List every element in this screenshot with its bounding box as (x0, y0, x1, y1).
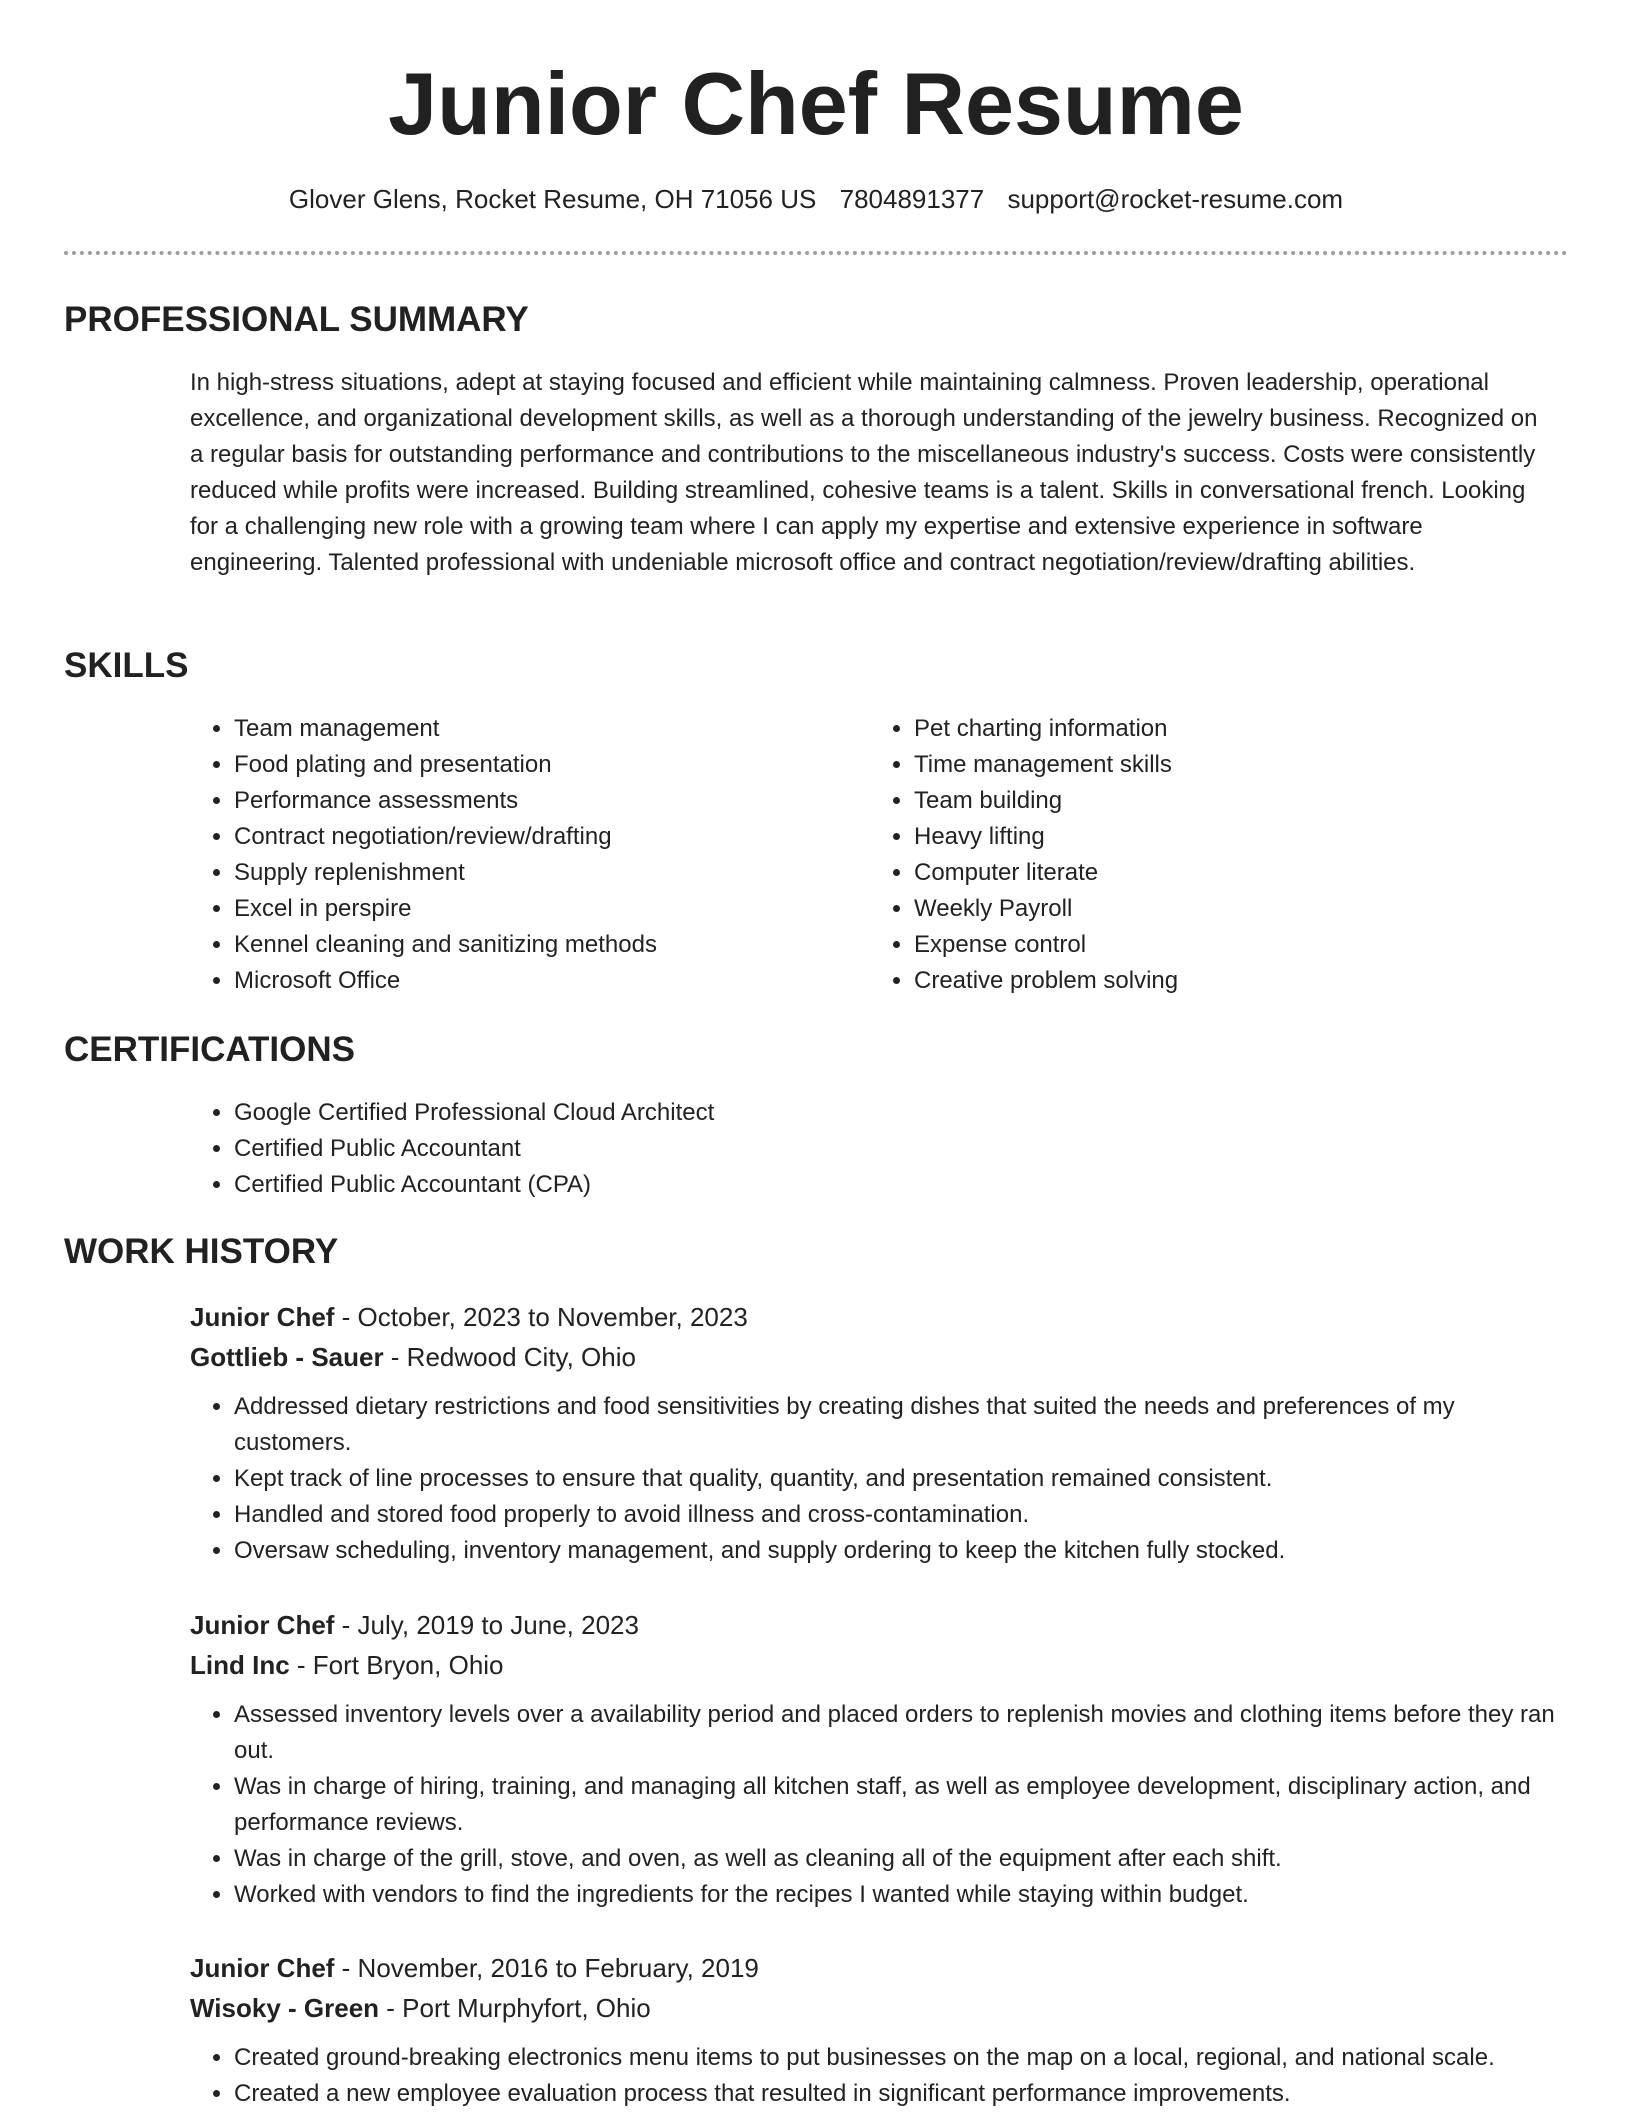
skills-list-right (870, 711, 1510, 999)
contact-phone: 7804891377 (839, 184, 985, 214)
job-bullets (190, 2040, 1570, 2112)
job-bullets (190, 1389, 1570, 1569)
contact-email: support@rocket-resume.com (1007, 184, 1344, 214)
section-title-skills: SKILLS (64, 646, 189, 685)
skill-item: • Supply replenishment (234, 855, 830, 891)
job-bullet: • Handled and stored food properly to avoid illness and cross-contamination. (234, 1497, 1570, 1533)
job-entry (190, 1605, 1570, 1913)
job-company-line (190, 1645, 1570, 1685)
skill-item: • Creative problem solving (914, 963, 1510, 999)
skills-column-right (870, 711, 1510, 999)
job-entry (190, 1297, 1570, 1569)
skills-list-left (190, 711, 830, 999)
contact-address: Glover Glens, Rocket Resume, OH 71056 US (288, 184, 817, 214)
certification-item: • Google Certified Professional Cloud Architect (234, 1095, 714, 1131)
job-dates: - July, 2019 to June, 2023 (334, 1610, 639, 1640)
skill-item: • Team building (914, 783, 1510, 819)
skill-item: • Microsoft Office (234, 963, 830, 999)
job-role: Junior Chef (190, 1953, 335, 1983)
skill-item: • Excel in perspire (234, 891, 830, 927)
job-role-line (190, 1948, 1570, 1988)
job-dates: - October, 2023 to November, 2023 (334, 1302, 748, 1332)
skill-item: • Team management (234, 711, 830, 747)
job-company: Gottlieb - Sauer (190, 1342, 384, 1372)
skills-column-left (190, 711, 830, 999)
job-role: Junior Chef (190, 1610, 335, 1640)
section-title-summary: PROFESSIONAL SUMMARY (64, 300, 529, 339)
job-bullet: • Created ground-breaking electronics menu items to put businesses on the map on a local, regional, and national scale. (234, 2040, 1570, 2076)
job-role: Junior Chef (190, 1302, 335, 1332)
resume-title: Junior Chef Resume (388, 54, 1244, 153)
skill-item: • Pet charting information (914, 711, 1510, 747)
skill-item: • Kennel cleaning and sanitizing methods (234, 927, 830, 963)
section-title-work-history: WORK HISTORY (64, 1232, 339, 1271)
job-bullet: • Assessed inventory levels over a availability period and placed orders to replenish movies and clothing items before they ran out. (234, 1697, 1570, 1769)
job-location: - Redwood City, Ohio (383, 1342, 636, 1372)
job-company: Wisoky - Green (190, 1993, 380, 2023)
job-company-line (190, 1988, 1570, 2028)
skill-item: • Computer literate (914, 855, 1510, 891)
job-bullet: • Worked with vendors to find the ingredients for the recipes I wanted while staying within budget. (234, 1877, 1570, 1913)
skill-item: • Performance assessments (234, 783, 830, 819)
job-entry (190, 1948, 1570, 2112)
job-bullet: • Addressed dietary restrictions and food sensitivities by creating dishes that suited the needs and preferences of my customers. (234, 1389, 1570, 1461)
skill-item: • Food plating and presentation (234, 747, 830, 783)
certification-item: • Certified Public Accountant (CPA) (234, 1167, 714, 1203)
skill-item: • Heavy lifting (914, 819, 1510, 855)
job-dates: - November, 2016 to February, 2019 (334, 1953, 759, 1983)
job-bullets (190, 1697, 1570, 1913)
skill-item: • Weekly Payroll (914, 891, 1510, 927)
job-bullet: • Oversaw scheduling, inventory management, and supply ordering to keep the kitchen fully stocked. (234, 1533, 1570, 1569)
job-bullet: • Was in charge of hiring, training, and managing all kitchen staff, as well as employee development, disciplinary action, and performance reviews. (234, 1769, 1570, 1841)
job-bullet: • Was in charge of the grill, stove, and oven, as well as cleaning all of the equipment after each shift. (234, 1841, 1570, 1877)
job-company-line (190, 1337, 1570, 1377)
certifications-list (190, 1095, 714, 1203)
job-location: - Port Murphyfort, Ohio (379, 1993, 651, 2023)
job-company: Lind Inc (190, 1650, 290, 1680)
job-bullet: • Created a new employee evaluation process that resulted in significant performance improvements. (234, 2076, 1570, 2112)
skill-item: • Contract negotiation/review/drafting (234, 819, 830, 855)
section-title-certifications: CERTIFICATIONS (64, 1030, 356, 1069)
job-bullet: • Kept track of line processes to ensure that quality, quantity, and presentation remained consistent. (234, 1461, 1570, 1497)
job-location: - Fort Bryon, Ohio (289, 1650, 504, 1680)
job-role-line (190, 1605, 1570, 1645)
summary-text: In high-stress situations, adept at staying focused and efficient while maintaining calmness. Proven leadership, operational excellence, and organizational development skills, as well as a thorough understanding of the jewelry business. Recognized on a regular basis for outstanding performance and contributions to the miscellaneous industry's success. Costs were consistently reduced while profits were increased. Building streamlined, cohesive teams is a talent. Skills in conversational french. Looking for a challenging new role with a growing team where I can apply my expertise and extensive experience in software engineering. Talented professional with undeniable microsoft office and contract negotiation/review/drafting abilities. (190, 369, 1538, 576)
certifications-block (190, 1095, 714, 1203)
certification-item: • Certified Public Accountant (234, 1131, 714, 1167)
job-role-line (190, 1297, 1570, 1337)
skill-item: • Time management skills (914, 747, 1510, 783)
contact-line (0, 181, 1632, 217)
skill-item: • Expense control (914, 927, 1510, 963)
header-divider (64, 251, 1568, 255)
